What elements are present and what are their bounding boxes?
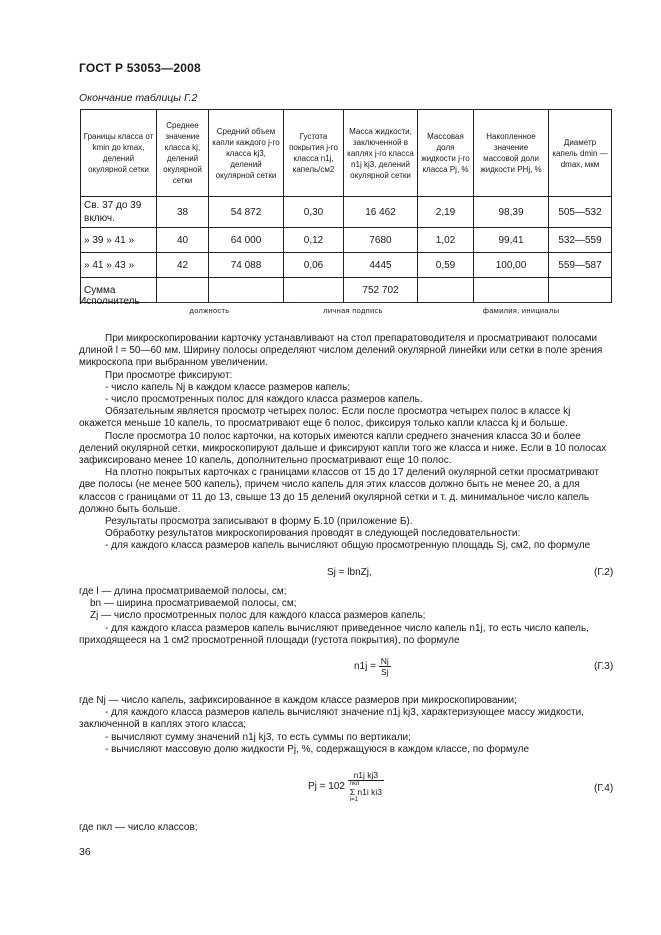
- body-text-block-4: [79, 822, 614, 834]
- paragraph: - число капель Nj в каждом классе размеров капель;: [105, 381, 351, 393]
- paragraph: - для каждого класса размеров капель вычисляют значение n1j kj3, характеризующее массу жидкости, заключенной в каплях этого класса;: [79, 707, 584, 731]
- table-cell: 38: [157, 197, 209, 228]
- formula-g3: [354, 656, 391, 677]
- paragraph: Результаты просмотра записывают в форму Б.10 (приложение Б).: [105, 516, 413, 528]
- col-header-5: Массовая доля жидкости j-го класса Pj, %: [418, 110, 474, 197]
- formula-g3-lhs: n1j =: [354, 661, 376, 673]
- formula-g4-sum-lower: i=1: [349, 797, 358, 803]
- table-cell: 0,30: [284, 197, 344, 228]
- table-cell: 2,19: [418, 197, 474, 228]
- body-text-block-3: [79, 695, 614, 756]
- table-row: [81, 228, 612, 253]
- table-cell: 7680: [344, 228, 418, 253]
- table-cell: 64 000: [209, 228, 284, 253]
- paragraph: Обязательным является просмотр четырех полос. Если после просмотра четырех полос в классе kj окажется меньше 10 капель, то просматривают еще 6 полос, фиксируя только капли класса kj и больше.: [79, 406, 571, 430]
- signature-label: Исполнитель: [79, 296, 140, 307]
- signature-field-name: фамилия, инициалы: [482, 306, 560, 315]
- signature-field-sign: личная подпись: [323, 306, 383, 315]
- paragraph: где nкл — число классов;: [79, 822, 198, 833]
- formula-number-g4: (Г.4): [594, 783, 614, 794]
- col-header-7: Диаметр капель dmin — dmax, мкм: [549, 110, 612, 197]
- table-cell: [474, 278, 549, 303]
- table-cell: 42: [157, 253, 209, 278]
- formula-g3-fraction: [379, 656, 391, 677]
- table-cell: 98,39: [474, 197, 549, 228]
- table-cell: » 41 » 43 »: [81, 253, 157, 278]
- table-cell: 16 462: [344, 197, 418, 228]
- formula-number-g3: (Г.3): [594, 661, 614, 672]
- formula-g4-denominator: [348, 781, 384, 803]
- page-number: 36: [79, 846, 91, 858]
- formula-g4: [308, 770, 384, 803]
- table-cell: 4445: [344, 253, 418, 278]
- col-header-6: Накопленное значение массовой доли жидкости PHj, %: [474, 110, 549, 197]
- signature-line-sign: [294, 302, 412, 303]
- table-cell: [209, 278, 284, 303]
- formula-number-g2: (Г.2): [594, 567, 614, 578]
- table-header-row: [81, 110, 612, 197]
- table-row-sum: [81, 278, 612, 303]
- col-header-0: Границы класса от kmin до kmax, делений окулярной сетки: [81, 110, 157, 197]
- col-header-1: Среднее значение класса kj, делений окулярной сетки: [157, 110, 209, 197]
- table-cell: 0,12: [284, 228, 344, 253]
- formula-g4-sum: Σ n1i ki3: [349, 787, 382, 797]
- col-header-3: Густота покрытия j-го класса n1j, капель/см2: [284, 110, 344, 197]
- table-cell: 0,06: [284, 253, 344, 278]
- paragraph: При просмотре фиксируют:: [105, 369, 233, 381]
- body-text-block-1: [79, 333, 614, 553]
- signature-line-position: [148, 302, 271, 303]
- data-table: [80, 109, 612, 303]
- paragraph: - вычисляют массовую долю жидкости Pj, %, содержащуюся в каждом классе, по формуле: [105, 743, 530, 755]
- table-cell: 54 872: [209, 197, 284, 228]
- table-cell: [418, 278, 474, 303]
- signature-line-name: [440, 302, 602, 303]
- paragraph: - вычисляют сумму значений n1j kj3, то есть суммы по вертикали;: [105, 731, 411, 743]
- paragraph: - число просмотренных полос для каждого класса размеров капель.: [105, 394, 423, 406]
- table-cell: 505—532: [549, 197, 612, 228]
- table-cell: Сумма: [81, 278, 157, 303]
- table-cell: 532—559: [549, 228, 612, 253]
- paragraph: При микроскопировании карточку устанавливают на стол препаратоводителя и просматривают полосами длиной l = 50—60 мм. Ширину полосы определяют числом делений окулярной линейки или сетки в поле зрения микроскопа при выбранном увеличении.: [79, 333, 603, 369]
- formula-g4-sum-upper: nкл: [349, 781, 360, 787]
- table-cell: » 39 » 41 »: [81, 228, 157, 253]
- table-cell: 1,02: [418, 228, 474, 253]
- col-header-4: Масса жидкости, заключенной в каплях j-го класса n1j kj3, делений окулярной сетки: [344, 110, 418, 197]
- paragraph: - для каждого класса размеров капель вычисляют приведенное число капель n1j, то есть число капель, приходящееся на 1 см2 просмотренной площади (густота покрытия), по формуле: [79, 622, 589, 646]
- table-cell: 99,41: [474, 228, 549, 253]
- col-header-2: Средний объем капли каждого j-го класса kj3, делений окулярной сетки: [209, 110, 284, 197]
- table-cell: 559—587: [549, 253, 612, 278]
- paragraph: где Nj — число капель, зафиксированное в каждом классе размеров при микроскопировании;: [79, 695, 517, 706]
- formula-g4-fraction: [348, 770, 384, 803]
- document-header: ГОСТ Р 53053—2008: [79, 61, 201, 75]
- formula-g4-lhs: Pj = 102: [308, 781, 345, 793]
- formula-g2: Sj = lbnZj,: [327, 567, 372, 578]
- table-row: [81, 197, 612, 228]
- paragraph: Обработку результатов микроскопирования проводят в следующей последовательности:: [105, 528, 521, 540]
- table-cell: 752 702: [344, 278, 418, 303]
- formula-g4-numerator: n1j kj3: [348, 770, 384, 781]
- paragraph: На плотно покрытых карточках с границами классов от 15 до 17 делений окулярной сетки просматривают две полосы (не менее 500 капель), причем число капель для этих классов должно быть не менее 20, а для классов с границами от 11 до 13, свыше 13 до 15 делений окулярной сетки и т. д. минимальное число капель должно быть больше.: [79, 467, 599, 515]
- paragraph: где l — длина просматриваемой полосы, см;: [79, 586, 287, 597]
- signature-field-position: должность: [189, 306, 230, 315]
- table-cell: 40: [157, 228, 209, 253]
- table-cell: 74 088: [209, 253, 284, 278]
- formula-g3-numerator: Nj: [380, 656, 389, 666]
- table-cell: 0,59: [418, 253, 474, 278]
- paragraph: bn — ширина просматриваемой полосы, см;: [90, 598, 297, 610]
- table-cell: [157, 278, 209, 303]
- table-caption: Окончание таблицы Г.2: [79, 92, 198, 104]
- paragraph: Zj — число просмотренных полос для каждого класса размеров капель;: [90, 610, 426, 622]
- table-cell: [284, 278, 344, 303]
- formula-g3-denominator: Sj: [380, 667, 389, 677]
- table-cell: Св. 37 до 39 включ.: [81, 197, 157, 228]
- paragraph: После просмотра 10 полос карточки, на которых имеются капли среднего значения класса 30 и более делений окулярной сетки, микроскопируют дальше и фиксируют капли того же класса и ниже. Если в 10 полосах зафиксировано менее 10 капель, дополнительно просматривают еще 10 полос.: [79, 430, 607, 467]
- table-cell: [549, 278, 612, 303]
- body-text-block-2: [79, 586, 614, 647]
- table-row: [81, 253, 612, 278]
- paragraph: - для каждого класса размеров капель вычисляют общую просмотренную площадь Sj, см2, по формуле: [105, 540, 591, 552]
- table-cell: 100,00: [474, 253, 549, 278]
